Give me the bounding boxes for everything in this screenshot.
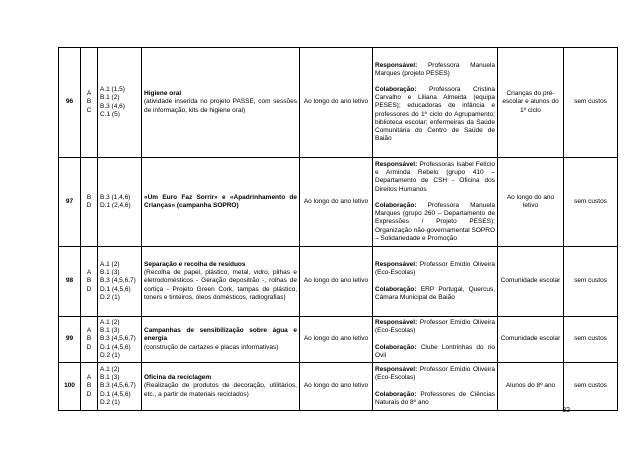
table-row — [59, 48, 618, 158]
activity-description: (construção de cartazes e placas informativas) — [144, 343, 279, 351]
objectives-cell — [98, 158, 142, 247]
objective-code: B.1 (3) — [100, 269, 120, 277]
target-public-cell: Alunos do 8º ano — [498, 363, 564, 411]
responsible-label: Responsável: — [375, 366, 418, 374]
period-cell: Ao longo do ano letivo — [300, 158, 373, 247]
objective-code: D.1 (4,5,6) — [100, 390, 131, 398]
domain-code: C — [86, 106, 92, 114]
collaboration-label: Colaboração: — [375, 343, 417, 351]
activity-title: Higiene oral — [144, 90, 182, 98]
objective-code: B.3 (4,5,6,7) — [100, 277, 136, 285]
collaboration-text: Professora Manuela Marques (grupo 260 – Departamento de Expressões / Projeto PESES); Organização não-governamental SOPRO – Solidariedade e Promoção — [375, 201, 495, 242]
activity-cell — [142, 363, 300, 411]
responsible-text: Professor Emídio Oliveira (Eco-Escolas) — [375, 261, 495, 277]
collaboration-label: Colaboração: — [375, 285, 417, 293]
period-cell: Ao longo do ano letivo — [300, 363, 373, 411]
domain-code: A — [86, 327, 92, 335]
activity-description: (Recolha de papel, plástico, metal, vidro, pilhas e eletrodomésticos - Geração depositrão -, rolhas de cortiça - Projeto Green Cork, tampas de plástico, toners e tinteiros, óleos domésticos, radiografias) — [144, 269, 297, 301]
table-body — [59, 48, 618, 411]
collaboration-label: Colaboração: — [375, 201, 417, 209]
cost-cell: sem custos — [564, 158, 618, 247]
domain-codes-cell — [81, 317, 98, 363]
domain-codes-cell — [81, 247, 98, 317]
period-cell: Ao longo do ano letivo — [300, 317, 373, 363]
cost-cell: sem custos — [564, 363, 618, 411]
activity-plan-table — [58, 47, 618, 411]
responsibles-cell — [373, 158, 498, 247]
objectives-cell — [98, 48, 142, 158]
activity-title: «Um Euro Faz Sorrir» e «Apadrinhamento de Crianças» (campanha SOPRO) — [144, 193, 297, 209]
objective-code: B.3 (4,5,6,7) — [100, 335, 136, 343]
domain-code: B — [86, 335, 92, 343]
collaboration-text: Professores de Ciências Naturais do 8º ano — [375, 390, 495, 406]
objective-code: B.1 (3) — [100, 374, 120, 382]
domain-codes-cell — [81, 48, 98, 158]
activity-cell — [142, 48, 300, 158]
responsible-text: Professora Manuela Marques (projeto PESES) — [375, 61, 496, 77]
objectives-cell — [98, 247, 142, 317]
objective-code: A.1 (2) — [100, 260, 120, 268]
activity-cell — [142, 158, 300, 247]
responsible-label: Responsável: — [375, 319, 418, 327]
responsibles-cell — [373, 48, 498, 158]
collaboration-text: ERP Portugal, Quercus, Câmara Municipal de Baião — [375, 285, 496, 301]
activity-description: (Realização de produtos de decoração, utilitários, etc., a partir de materiais reciclados) — [144, 382, 297, 398]
objective-code: B.3 (1,4,6) — [100, 193, 131, 201]
activity-cell — [142, 317, 300, 363]
objective-code: C.1 (5) — [100, 110, 120, 118]
target-public-cell: Comunidade escolar — [498, 247, 564, 317]
domain-code: B — [86, 382, 92, 390]
domain-code: B — [86, 98, 92, 106]
cost-cell: sem custos — [564, 247, 618, 317]
responsible-label: Responsável: — [375, 61, 418, 69]
domain-code: B — [86, 277, 92, 285]
activity-number: 100 — [59, 363, 81, 411]
table-row — [59, 317, 618, 363]
domain-code: D — [86, 390, 92, 398]
responsibles-cell — [373, 363, 498, 411]
period-cell: Ao longo do ano letivo — [300, 247, 373, 317]
table-row — [59, 158, 618, 247]
collaboration-text: Professora Cristina Carvalho e Liliana Almeida (equipa PESES); educadoras de infância e professores do 1º ciclo do Agrupamento; biblioteca escolar; enfermeiras da Saúde Comunitária do Centro de Saúde de Baião — [375, 85, 495, 143]
activity-title: Oficina da reciclagem — [144, 374, 212, 382]
objective-code: D.1 (2,4,6) — [100, 202, 131, 209]
target-public-cell: Comunidade escolar — [498, 317, 564, 363]
objective-code: D.2 (1) — [100, 293, 120, 301]
activity-number: 97 — [59, 158, 81, 247]
activity-title: Separação e recolha de resíduos — [144, 260, 246, 268]
target-public-cell: Crianças do pré-escolar e alunos do 1º ciclo — [498, 48, 564, 158]
objective-code: A.1 (2) — [100, 318, 120, 326]
activity-cell — [142, 247, 300, 317]
collaboration-label: Colaboração: — [375, 390, 417, 398]
domain-code: D — [86, 285, 92, 293]
objective-code: D.2 (1) — [100, 351, 120, 359]
responsible-label: Responsável: — [375, 261, 418, 269]
page-number: 32 — [562, 407, 570, 414]
domain-code: A — [86, 374, 92, 382]
activity-number: 98 — [59, 247, 81, 317]
objective-code: D.1 (4,5,6) — [100, 343, 131, 351]
objectives-cell — [98, 363, 142, 411]
collaboration-text: Clube Lontrinhas do rio Ovil — [375, 343, 495, 359]
domain-code: B — [86, 193, 92, 201]
objective-code: D.1 (4,5,6) — [100, 285, 131, 293]
objective-code: A.1 (1,5) — [100, 86, 125, 94]
activity-description: (atividade inserida no projeto PASSE, com sessões de informação, kits de higiene oral) — [144, 98, 297, 114]
domain-code: D — [86, 343, 92, 351]
activity-number: 96 — [59, 48, 81, 158]
table-row — [59, 363, 618, 411]
objective-code: D.2 (1) — [100, 398, 120, 406]
domain-code: A — [86, 269, 92, 277]
responsible-label: Responsável: — [375, 161, 418, 169]
domain-codes-cell — [81, 158, 98, 247]
objectives-cell — [98, 317, 142, 363]
objective-code: A.1 (2) — [100, 365, 120, 373]
activity-title: Campanhas de sensibilização sobre água e energia — [144, 327, 297, 343]
objective-code: B.1 (2) — [100, 94, 120, 102]
responsible-text: Professor Emídio Oliveira (Eco-Escolas) — [375, 319, 495, 335]
period-cell: Ao longo do ano letivo — [300, 48, 373, 158]
responsible-text: Professoras Isabel Felício e Arminda Rebelo (grupo 410 – Departamento de CSH - Oficina dos Direitos Humanos — [375, 161, 495, 193]
responsibles-cell — [373, 247, 498, 317]
activity-number: 99 — [59, 317, 81, 363]
responsibles-cell — [373, 317, 498, 363]
cost-cell: sem custos — [564, 48, 618, 158]
objective-code: B.3 (4,5,6,7) — [100, 382, 136, 390]
target-public-cell: Ao longo do ano letivo — [498, 158, 564, 247]
collaboration-label: Colaboração: — [375, 85, 417, 93]
cost-cell: sem custos — [564, 317, 618, 363]
objective-code: B.3 (4,6) — [100, 102, 125, 110]
domain-code: A — [86, 90, 92, 98]
responsible-text: Professor Emídio Oliveira (Eco-Escolas) — [375, 366, 495, 382]
domain-codes-cell — [81, 363, 98, 411]
domain-code: D — [86, 202, 92, 209]
table-row — [59, 247, 618, 317]
objective-code: B.1 (3) — [100, 327, 120, 335]
